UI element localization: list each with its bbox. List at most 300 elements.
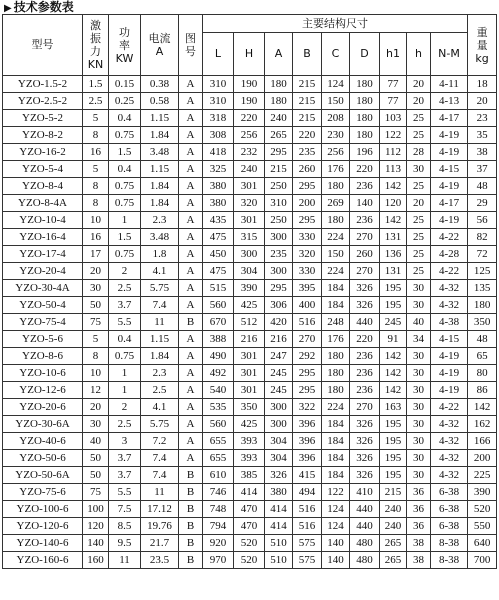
cell-L: 492 bbox=[203, 365, 234, 382]
cell-H: 232 bbox=[234, 144, 265, 161]
cell-h1: 240 bbox=[380, 501, 407, 518]
header-dim-L: L bbox=[203, 33, 234, 76]
cell-B: 516 bbox=[293, 518, 322, 535]
cell-model: YZO-8-2 bbox=[3, 127, 83, 144]
cell-H: 425 bbox=[234, 416, 265, 433]
cell-power: 0.4 bbox=[109, 161, 141, 178]
cell-H: 256 bbox=[234, 127, 265, 144]
cell-weight: 80 bbox=[468, 365, 497, 382]
cell-figure: B bbox=[179, 518, 203, 535]
cell-L: 380 bbox=[203, 178, 234, 195]
cell-C: 184 bbox=[322, 297, 350, 314]
cell-power: 11 bbox=[109, 552, 141, 569]
cell-h: 36 bbox=[407, 484, 431, 501]
cell-h1: 91 bbox=[380, 331, 407, 348]
cell-power: 5.5 bbox=[109, 484, 141, 501]
cell-C: 230 bbox=[322, 127, 350, 144]
cell-weight: 18 bbox=[468, 76, 497, 93]
cell-model: YZO-16-2 bbox=[3, 144, 83, 161]
cell-A: 300 bbox=[265, 399, 293, 416]
cell-H: 393 bbox=[234, 433, 265, 450]
cell-B: 215 bbox=[293, 93, 322, 110]
cell-h1: 195 bbox=[380, 467, 407, 484]
cell-D: 220 bbox=[350, 161, 380, 178]
cell-h: 25 bbox=[407, 229, 431, 246]
cell-force: 20 bbox=[83, 399, 109, 416]
cell-force: 17 bbox=[83, 246, 109, 263]
cell-current: 4.1 bbox=[141, 263, 179, 280]
cell-h1: 240 bbox=[380, 518, 407, 535]
cell-weight: 72 bbox=[468, 246, 497, 263]
cell-weight: 29 bbox=[468, 195, 497, 212]
table-row bbox=[3, 331, 497, 348]
table-row bbox=[3, 246, 497, 263]
cell-nm: 4-17 bbox=[431, 110, 468, 127]
cell-D: 260 bbox=[350, 246, 380, 263]
cell-B: 260 bbox=[293, 161, 322, 178]
cell-h: 30 bbox=[407, 467, 431, 484]
cell-nm: 4-15 bbox=[431, 331, 468, 348]
cell-current: 1.8 bbox=[141, 246, 179, 263]
cell-H: 414 bbox=[234, 484, 265, 501]
cell-weight: 162 bbox=[468, 416, 497, 433]
cell-figure: A bbox=[179, 348, 203, 365]
cell-h1: 163 bbox=[380, 399, 407, 416]
cell-h: 25 bbox=[407, 212, 431, 229]
table-row bbox=[3, 76, 497, 93]
cell-figure: B bbox=[179, 501, 203, 518]
cell-weight: 38 bbox=[468, 144, 497, 161]
cell-C: 122 bbox=[322, 484, 350, 501]
cell-h1: 120 bbox=[380, 195, 407, 212]
cell-nm: 4-32 bbox=[431, 433, 468, 450]
cell-current: 3.48 bbox=[141, 144, 179, 161]
header-dim-H: H bbox=[234, 33, 265, 76]
cell-model: YZO-50-6 bbox=[3, 450, 83, 467]
cell-nm: 6-38 bbox=[431, 518, 468, 535]
cell-weight: 48 bbox=[468, 331, 497, 348]
cell-power: 0.15 bbox=[109, 76, 141, 93]
cell-D: 236 bbox=[350, 365, 380, 382]
cell-current: 7.4 bbox=[141, 450, 179, 467]
cell-D: 326 bbox=[350, 297, 380, 314]
cell-figure: A bbox=[179, 229, 203, 246]
cell-A: 300 bbox=[265, 416, 293, 433]
cell-figure: B bbox=[179, 467, 203, 484]
cell-H: 425 bbox=[234, 297, 265, 314]
cell-D: 440 bbox=[350, 518, 380, 535]
cell-L: 540 bbox=[203, 382, 234, 399]
cell-weight: 86 bbox=[468, 382, 497, 399]
cell-figure: A bbox=[179, 76, 203, 93]
cell-L: 560 bbox=[203, 416, 234, 433]
cell-power: 0.4 bbox=[109, 331, 141, 348]
cell-h1: 195 bbox=[380, 280, 407, 297]
cell-C: 180 bbox=[322, 348, 350, 365]
cell-h: 30 bbox=[407, 382, 431, 399]
cell-force: 8 bbox=[83, 178, 109, 195]
cell-current: 1.15 bbox=[141, 331, 179, 348]
cell-A: 265 bbox=[265, 127, 293, 144]
cell-power: 1 bbox=[109, 365, 141, 382]
cell-current: 0.38 bbox=[141, 76, 179, 93]
cell-power: 2 bbox=[109, 263, 141, 280]
cell-H: 301 bbox=[234, 382, 265, 399]
cell-D: 326 bbox=[350, 467, 380, 484]
cell-B: 494 bbox=[293, 484, 322, 501]
cell-L: 388 bbox=[203, 331, 234, 348]
cell-B: 575 bbox=[293, 535, 322, 552]
cell-B: 396 bbox=[293, 450, 322, 467]
cell-L: 515 bbox=[203, 280, 234, 297]
cell-weight: 142 bbox=[468, 399, 497, 416]
cell-nm: 4-11 bbox=[431, 76, 468, 93]
cell-H: 390 bbox=[234, 280, 265, 297]
header-dim-NM: N-M bbox=[431, 33, 468, 76]
cell-C: 256 bbox=[322, 144, 350, 161]
cell-A: 180 bbox=[265, 76, 293, 93]
cell-D: 270 bbox=[350, 229, 380, 246]
cell-nm: 4-32 bbox=[431, 416, 468, 433]
cell-H: 304 bbox=[234, 263, 265, 280]
cell-D: 236 bbox=[350, 178, 380, 195]
cell-L: 655 bbox=[203, 433, 234, 450]
cell-A: 240 bbox=[265, 110, 293, 127]
cell-model: YZO-75-6 bbox=[3, 484, 83, 501]
cell-figure: A bbox=[179, 195, 203, 212]
cell-figure: A bbox=[179, 331, 203, 348]
cell-h: 28 bbox=[407, 144, 431, 161]
cell-power: 0.4 bbox=[109, 110, 141, 127]
cell-nm: 4-19 bbox=[431, 127, 468, 144]
cell-C: 184 bbox=[322, 450, 350, 467]
cell-B: 330 bbox=[293, 263, 322, 280]
cell-figure: A bbox=[179, 93, 203, 110]
cell-power: 8.5 bbox=[109, 518, 141, 535]
cell-nm: 4-19 bbox=[431, 178, 468, 195]
cell-h: 30 bbox=[407, 450, 431, 467]
table-row bbox=[3, 484, 497, 501]
cell-D: 220 bbox=[350, 331, 380, 348]
header-dim-A: A bbox=[265, 33, 293, 76]
table-row bbox=[3, 399, 497, 416]
cell-h1: 131 bbox=[380, 263, 407, 280]
cell-B: 295 bbox=[293, 365, 322, 382]
cell-C: 124 bbox=[322, 518, 350, 535]
cell-nm: 4-15 bbox=[431, 161, 468, 178]
cell-h: 25 bbox=[407, 246, 431, 263]
cell-h1: 142 bbox=[380, 365, 407, 382]
cell-h: 30 bbox=[407, 348, 431, 365]
cell-nm: 6-38 bbox=[431, 484, 468, 501]
cell-H: 190 bbox=[234, 93, 265, 110]
cell-D: 180 bbox=[350, 127, 380, 144]
cell-A: 304 bbox=[265, 450, 293, 467]
table-row bbox=[3, 212, 497, 229]
cell-model: YZO-16-4 bbox=[3, 229, 83, 246]
table-row bbox=[3, 552, 497, 569]
cell-H: 393 bbox=[234, 450, 265, 467]
cell-A: 510 bbox=[265, 552, 293, 569]
cell-C: 184 bbox=[322, 433, 350, 450]
cell-figure: A bbox=[179, 365, 203, 382]
cell-A: 306 bbox=[265, 297, 293, 314]
cell-h: 36 bbox=[407, 501, 431, 518]
cell-current: 7.2 bbox=[141, 433, 179, 450]
cell-force: 75 bbox=[83, 484, 109, 501]
cell-C: 150 bbox=[322, 246, 350, 263]
cell-h: 25 bbox=[407, 110, 431, 127]
cell-H: 301 bbox=[234, 348, 265, 365]
table-row bbox=[3, 161, 497, 178]
table-row bbox=[3, 297, 497, 314]
cell-weight: 640 bbox=[468, 535, 497, 552]
cell-A: 245 bbox=[265, 382, 293, 399]
cell-D: 180 bbox=[350, 110, 380, 127]
cell-C: 180 bbox=[322, 365, 350, 382]
table-row bbox=[3, 382, 497, 399]
cell-h: 38 bbox=[407, 535, 431, 552]
cell-B: 396 bbox=[293, 416, 322, 433]
cell-H: 301 bbox=[234, 178, 265, 195]
cell-B: 330 bbox=[293, 229, 322, 246]
cell-B: 295 bbox=[293, 178, 322, 195]
cell-C: 124 bbox=[322, 501, 350, 518]
cell-B: 215 bbox=[293, 76, 322, 93]
cell-D: 236 bbox=[350, 348, 380, 365]
cell-power: 7.5 bbox=[109, 501, 141, 518]
cell-B: 270 bbox=[293, 331, 322, 348]
cell-figure: A bbox=[179, 399, 203, 416]
cell-D: 196 bbox=[350, 144, 380, 161]
table-row bbox=[3, 93, 497, 110]
cell-h: 30 bbox=[407, 365, 431, 382]
cell-h: 30 bbox=[407, 433, 431, 450]
cell-A: 300 bbox=[265, 229, 293, 246]
cell-B: 295 bbox=[293, 382, 322, 399]
cell-force: 5 bbox=[83, 331, 109, 348]
cell-current: 2.3 bbox=[141, 212, 179, 229]
cell-current: 7.4 bbox=[141, 297, 179, 314]
cell-D: 480 bbox=[350, 552, 380, 569]
cell-H: 240 bbox=[234, 161, 265, 178]
table-row bbox=[3, 348, 497, 365]
cell-figure: A bbox=[179, 212, 203, 229]
cell-power: 5.5 bbox=[109, 314, 141, 331]
cell-H: 301 bbox=[234, 365, 265, 382]
cell-current: 17.12 bbox=[141, 501, 179, 518]
cell-A: 245 bbox=[265, 365, 293, 382]
cell-power: 3.7 bbox=[109, 297, 141, 314]
cell-force: 12 bbox=[83, 382, 109, 399]
cell-B: 215 bbox=[293, 110, 322, 127]
cell-D: 440 bbox=[350, 314, 380, 331]
cell-h: 38 bbox=[407, 552, 431, 569]
cell-force: 5 bbox=[83, 110, 109, 127]
cell-figure: A bbox=[179, 161, 203, 178]
table-row bbox=[3, 229, 497, 246]
cell-nm: 4-32 bbox=[431, 280, 468, 297]
cell-D: 410 bbox=[350, 484, 380, 501]
cell-D: 440 bbox=[350, 501, 380, 518]
cell-L: 310 bbox=[203, 93, 234, 110]
cell-H: 190 bbox=[234, 76, 265, 93]
page-title-text: 技术参数表 bbox=[13, 0, 74, 14]
cell-h1: 195 bbox=[380, 416, 407, 433]
cell-A: 326 bbox=[265, 467, 293, 484]
cell-power: 1.5 bbox=[109, 144, 141, 161]
cell-power: 2 bbox=[109, 399, 141, 416]
cell-L: 535 bbox=[203, 399, 234, 416]
cell-h: 25 bbox=[407, 178, 431, 195]
cell-force: 2.5 bbox=[83, 93, 109, 110]
cell-D: 326 bbox=[350, 280, 380, 297]
cell-h: 34 bbox=[407, 331, 431, 348]
cell-L: 655 bbox=[203, 450, 234, 467]
cell-force: 10 bbox=[83, 212, 109, 229]
cell-L: 746 bbox=[203, 484, 234, 501]
cell-force: 1.5 bbox=[83, 76, 109, 93]
arrow-icon: ▶ bbox=[4, 3, 12, 14]
cell-h1: 112 bbox=[380, 144, 407, 161]
cell-C: 248 bbox=[322, 314, 350, 331]
cell-model: YZO-1.5-2 bbox=[3, 76, 83, 93]
cell-force: 140 bbox=[83, 535, 109, 552]
cell-h1: 113 bbox=[380, 161, 407, 178]
cell-force: 160 bbox=[83, 552, 109, 569]
cell-current: 11 bbox=[141, 314, 179, 331]
table-row bbox=[3, 195, 497, 212]
table-row bbox=[3, 280, 497, 297]
cell-figure: B bbox=[179, 484, 203, 501]
cell-h: 30 bbox=[407, 297, 431, 314]
cell-force: 100 bbox=[83, 501, 109, 518]
cell-model: YZO-30-4A bbox=[3, 280, 83, 297]
cell-current: 5.75 bbox=[141, 280, 179, 297]
cell-weight: 166 bbox=[468, 433, 497, 450]
cell-C: 224 bbox=[322, 229, 350, 246]
cell-L: 748 bbox=[203, 501, 234, 518]
cell-D: 236 bbox=[350, 382, 380, 399]
cell-model: YZO-5-2 bbox=[3, 110, 83, 127]
table-row bbox=[3, 178, 497, 195]
cell-h: 30 bbox=[407, 399, 431, 416]
header-dim-h1: h1 bbox=[380, 33, 407, 76]
cell-nm: 8-38 bbox=[431, 552, 468, 569]
header-model: 型号 bbox=[3, 15, 83, 76]
cell-nm: 4-17 bbox=[431, 195, 468, 212]
cell-A: 215 bbox=[265, 161, 293, 178]
cell-weight: 135 bbox=[468, 280, 497, 297]
cell-h: 30 bbox=[407, 416, 431, 433]
cell-force: 40 bbox=[83, 433, 109, 450]
cell-figure: B bbox=[179, 552, 203, 569]
cell-force: 5 bbox=[83, 161, 109, 178]
cell-A: 510 bbox=[265, 535, 293, 552]
cell-h1: 142 bbox=[380, 178, 407, 195]
cell-L: 380 bbox=[203, 195, 234, 212]
cell-H: 350 bbox=[234, 399, 265, 416]
cell-force: 16 bbox=[83, 144, 109, 161]
cell-model: YZO-50-6A bbox=[3, 467, 83, 484]
cell-A: 250 bbox=[265, 178, 293, 195]
cell-L: 318 bbox=[203, 110, 234, 127]
header-force: 激 振 力 KN bbox=[83, 15, 109, 76]
cell-A: 304 bbox=[265, 433, 293, 450]
cell-h1: 195 bbox=[380, 450, 407, 467]
cell-H: 315 bbox=[234, 229, 265, 246]
cell-model: YZO-8-4 bbox=[3, 178, 83, 195]
cell-h1: 131 bbox=[380, 229, 407, 246]
cell-H: 520 bbox=[234, 535, 265, 552]
cell-nm: 4-32 bbox=[431, 297, 468, 314]
cell-model: YZO-50-4 bbox=[3, 297, 83, 314]
cell-L: 560 bbox=[203, 297, 234, 314]
cell-h1: 195 bbox=[380, 297, 407, 314]
cell-h: 36 bbox=[407, 518, 431, 535]
cell-D: 236 bbox=[350, 212, 380, 229]
cell-h1: 77 bbox=[380, 76, 407, 93]
cell-force: 16 bbox=[83, 229, 109, 246]
cell-C: 150 bbox=[322, 93, 350, 110]
cell-D: 270 bbox=[350, 399, 380, 416]
header-dim-h: h bbox=[407, 33, 431, 76]
cell-current: 11 bbox=[141, 484, 179, 501]
header-power: 功 率 KW bbox=[109, 15, 141, 76]
cell-power: 9.5 bbox=[109, 535, 141, 552]
cell-nm: 4-22 bbox=[431, 263, 468, 280]
cell-weight: 48 bbox=[468, 178, 497, 195]
cell-H: 470 bbox=[234, 501, 265, 518]
table-row bbox=[3, 535, 497, 552]
cell-C: 176 bbox=[322, 331, 350, 348]
cell-H: 512 bbox=[234, 314, 265, 331]
cell-h: 40 bbox=[407, 314, 431, 331]
cell-D: 270 bbox=[350, 263, 380, 280]
spec-table-body bbox=[3, 76, 497, 569]
header-dim-B: B bbox=[293, 33, 322, 76]
cell-model: YZO-160-6 bbox=[3, 552, 83, 569]
cell-h1: 245 bbox=[380, 314, 407, 331]
cell-h1: 136 bbox=[380, 246, 407, 263]
cell-B: 220 bbox=[293, 127, 322, 144]
cell-L: 475 bbox=[203, 229, 234, 246]
cell-A: 310 bbox=[265, 195, 293, 212]
cell-model: YZO-100-6 bbox=[3, 501, 83, 518]
cell-current: 2.3 bbox=[141, 365, 179, 382]
cell-weight: 125 bbox=[468, 263, 497, 280]
cell-force: 120 bbox=[83, 518, 109, 535]
cell-h: 20 bbox=[407, 76, 431, 93]
cell-weight: 520 bbox=[468, 501, 497, 518]
cell-weight: 180 bbox=[468, 297, 497, 314]
cell-force: 8 bbox=[83, 348, 109, 365]
cell-weight: 200 bbox=[468, 450, 497, 467]
cell-L: 325 bbox=[203, 161, 234, 178]
table-row bbox=[3, 433, 497, 450]
cell-h: 20 bbox=[407, 195, 431, 212]
cell-power: 0.75 bbox=[109, 348, 141, 365]
cell-B: 235 bbox=[293, 144, 322, 161]
cell-nm: 4-19 bbox=[431, 382, 468, 399]
cell-weight: 700 bbox=[468, 552, 497, 569]
cell-power: 2.5 bbox=[109, 416, 141, 433]
cell-H: 216 bbox=[234, 331, 265, 348]
cell-model: YZO-2.5-2 bbox=[3, 93, 83, 110]
cell-nm: 4-22 bbox=[431, 399, 468, 416]
cell-figure: A bbox=[179, 127, 203, 144]
table-row bbox=[3, 365, 497, 382]
